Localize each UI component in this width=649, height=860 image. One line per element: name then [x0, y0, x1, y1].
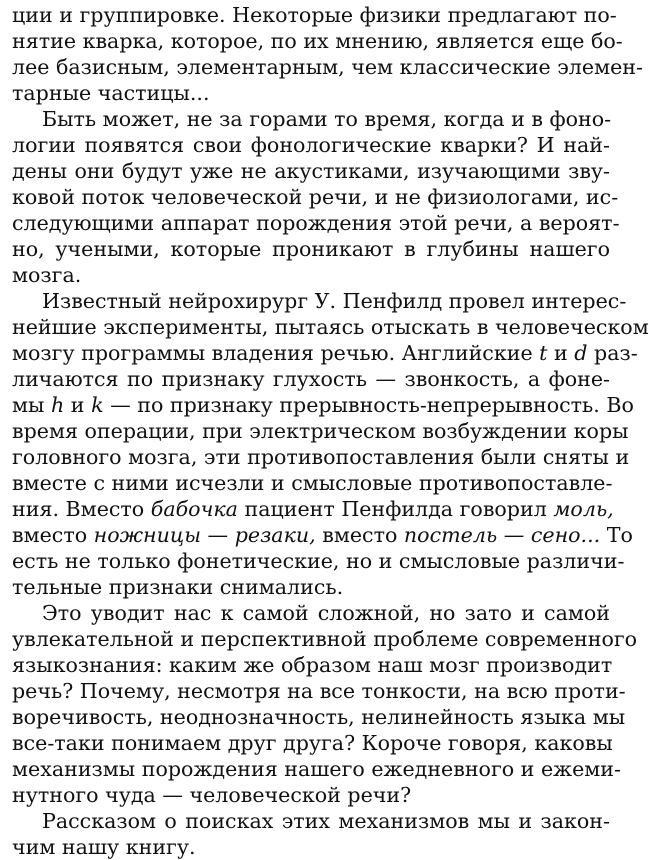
text-line: [12, 600, 610, 626]
text-line: [12, 184, 619, 210]
italic-text: бабочка: [150, 497, 238, 521]
text-segment: мозгу программы владения речью. Английские: [12, 341, 540, 365]
text-segment: пациент Пенфилда говорил: [237, 497, 554, 521]
text-segment: головного мозга, эти противопоставления были сняты и: [12, 445, 630, 469]
text-segment: дены они будут уже не акустиками, изучающими зву-: [12, 159, 610, 183]
italic-text: k: [91, 393, 104, 417]
text-segment: Это уводит нас к самой сложной, но зато и самой: [42, 601, 610, 625]
text-segment: мы: [12, 393, 51, 417]
text-segment: и: [64, 393, 92, 417]
text-segment: ния. Вместо: [12, 497, 151, 521]
text-line: [12, 704, 626, 730]
text-segment: увлекательной и перспективной проблеме современного: [12, 627, 638, 651]
italic-text: t: [539, 341, 548, 365]
text-line: [12, 444, 630, 470]
text-line: [12, 522, 633, 548]
text-segment: языкознания: каким же образом наш мозг производит: [12, 653, 613, 677]
text-segment: Рассказом о поисках этих механизмов мы и закон-: [42, 809, 610, 833]
text-segment: тарные частицы...: [12, 81, 210, 105]
text-segment: лее базисным, элементарным, чем классические элемен-: [12, 55, 643, 79]
text-line: [12, 132, 610, 158]
text-segment: механизмы порождения нашего ежедневного и ежеми-: [12, 757, 621, 781]
text-line: [12, 366, 610, 392]
text-line: [12, 106, 610, 132]
text-segment: и: [547, 341, 575, 365]
italic-text: d: [574, 341, 588, 365]
text-line: [12, 158, 610, 184]
text-segment: вместе с ними исчезли и смысловые противопоставле-: [12, 471, 613, 495]
text-line: [12, 340, 638, 366]
paragraph: [12, 106, 620, 288]
text-segment: нятие кварка, которое, по их мнению, является еще бо-: [12, 29, 623, 53]
text-segment: время операции, при электрическом возбуждении коры: [12, 419, 629, 443]
text-segment: есть не только фонетические, но и смысловые различи-: [12, 549, 625, 573]
italic-text: ножницы — резаки,: [93, 523, 316, 547]
text-segment: все-таки понимаем друг друга? Короче говоря, каковы: [12, 731, 613, 755]
text-segment: нейшие эксперименты, пытаясь отыскать в человеческом: [12, 315, 649, 339]
italic-text: h: [50, 393, 65, 417]
text-segment: тельные признаки снимались.: [12, 575, 344, 599]
text-segment: воречивость, неоднозначность, нелинейность языка мы: [12, 705, 626, 729]
text-segment: ковой поток человеческой речи, и не физиологами, ис-: [12, 185, 619, 209]
text-line: [12, 730, 613, 756]
text-line: [12, 834, 610, 860]
text-line: [12, 574, 610, 600]
text-line: [12, 418, 629, 444]
text-line: [12, 314, 649, 340]
text-segment: но, учеными, которые проникают в глубины нашего: [12, 237, 610, 261]
text-line: [12, 782, 610, 808]
italic-text: моль,: [553, 497, 614, 521]
text-line: [12, 678, 626, 704]
text-segment: вместо: [12, 523, 94, 547]
text-segment: раз-: [587, 341, 638, 365]
text-segment: личаются по признаку глухость — звонкость, а фоне-: [12, 367, 610, 391]
paragraph: [12, 288, 649, 600]
text-line: [12, 392, 634, 418]
text-line: [12, 652, 613, 678]
paragraph: [12, 808, 610, 860]
text-line: [12, 470, 613, 496]
text-segment: логии появятся свои фонологические кварки? И най-: [12, 133, 610, 157]
text-line: [12, 262, 610, 288]
text-segment: следующими аппарат порождения этой речи, а вероят-: [12, 211, 620, 235]
text-line: [12, 288, 627, 314]
paragraph: [12, 2, 643, 106]
text-segment: ции и группировке. Некоторые физики предлагают по-: [12, 3, 617, 27]
italic-text: постель — сено...: [403, 523, 601, 547]
text-line: [12, 756, 621, 782]
text-segment: чим нашу книгу.: [12, 835, 196, 859]
paragraph: [12, 600, 638, 808]
text-line: [12, 80, 610, 106]
text-segment: — по признаку прерывность-непрерывность. Во: [103, 393, 634, 417]
text-segment: вместо: [315, 523, 404, 547]
text-segment: Быть может, не за горами то время, когда и в фоно-: [42, 107, 612, 131]
text-line: [12, 210, 620, 236]
text-line: [12, 28, 623, 54]
text-line: [12, 626, 638, 652]
text-segment: нутного чуда — человеческой речи?: [12, 783, 412, 807]
text-segment: То: [600, 523, 633, 547]
text-line: [12, 808, 610, 834]
text-line: [12, 2, 617, 28]
text-line: [12, 496, 614, 522]
text-segment: мозга.: [12, 263, 82, 287]
text-line: [12, 548, 625, 574]
text-segment: Известный нейрохирург У. Пенфилд провел интерес-: [42, 289, 627, 313]
text-segment: речь? Почему, несмотря на все тонкости, на всю проти-: [12, 679, 626, 703]
page-text: [12, 2, 649, 860]
text-line: [12, 236, 610, 262]
text-line: [12, 54, 643, 80]
